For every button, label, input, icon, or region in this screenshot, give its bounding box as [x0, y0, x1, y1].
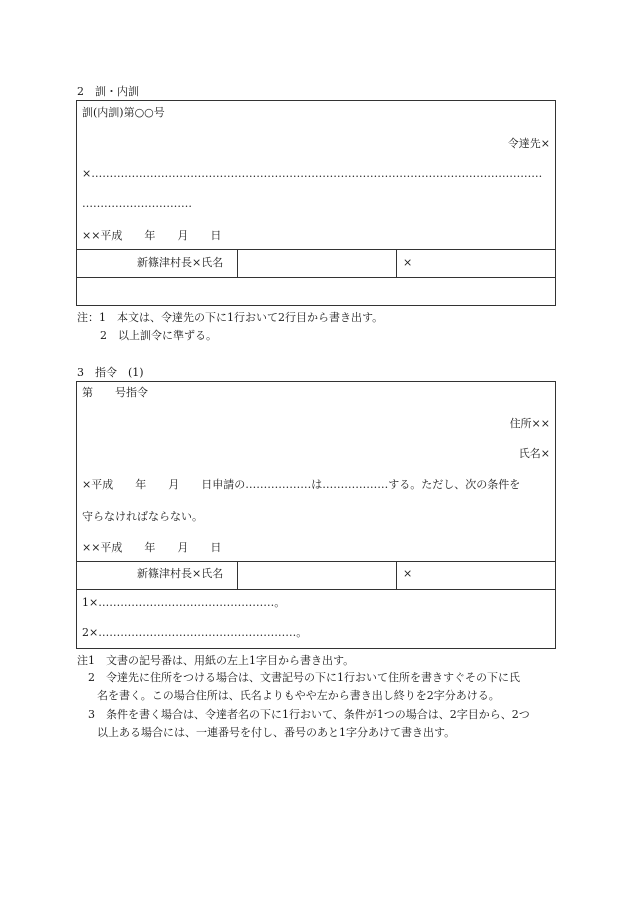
section-3-doc-number: 第 号指令: [82, 386, 148, 399]
section-2-signer-row-top: [76, 249, 556, 250]
section-3-heading: 3 指令 (1): [77, 366, 144, 379]
section-2-doc-number: 訓(内訓)第○○号: [82, 106, 165, 119]
section-3-signer: 新篠津村長×氏名: [137, 567, 224, 580]
section-3-seal-mark: ×: [403, 567, 413, 580]
section-3-signer-row-top: [76, 561, 556, 562]
section-2-note-2: 2 以上訓令に準ずる。: [100, 329, 217, 342]
section-2-heading: 2 訓・内訓: [77, 85, 139, 98]
section-3-signer-divider-1: [237, 561, 238, 589]
section-2-date: ××平成 年 月 日: [82, 229, 222, 242]
section-2-signer: 新篠津村長×氏名: [137, 256, 224, 269]
section-2-recipient: 令達先×: [507, 137, 550, 150]
section-2-seal-mark: ×: [403, 256, 413, 269]
section-3-body-line-1: ×平成 年 月 日申請の………………は………………する。ただし、次の条件を: [82, 478, 521, 491]
section-3-name: 氏名×: [518, 447, 550, 460]
section-2-body-line-1: ×……………………………………………………………………………………………………………: [82, 167, 543, 180]
section-3-signer-divider-2: [396, 561, 397, 589]
section-3-body-line-2: 守らなければならない。: [82, 510, 203, 523]
section-3-note-1: 注1 文書の記号番は、用紙の左上1字目から書き出す。: [77, 654, 355, 667]
section-3-note-2-cont: 名を書く。この場合住所は、氏名よりもやや左から書き出し終りを2字分あける。: [97, 689, 500, 702]
section-2-body-line-2: …………………………: [82, 197, 192, 210]
section-2-signer-divider-1: [237, 249, 238, 277]
section-2-note-1: 注：1 本文は、令達先の下に1行おいて2行目から書き出す。: [77, 311, 384, 324]
section-3-note-3-cont: 以上ある場合には、一連番号を付し、番号のあと1字分あけて書き出す。: [97, 726, 456, 739]
section-3-condition-1: 1×…………………………………………。: [82, 596, 286, 609]
section-2-signer-row-bottom: [76, 277, 556, 278]
section-3-signer-row-bottom: [76, 589, 556, 590]
section-3-date: ××平成 年 月 日: [82, 541, 222, 554]
section-3-note-3: 3 条件を書く場合は、令達者名の下に1行おいて、条件が1つの場合は、2字目から、2つ: [88, 708, 530, 721]
section-3-condition-2: 2×………………………………………………。: [82, 626, 308, 639]
section-3-address: 住所××: [509, 417, 550, 430]
section-2-signer-divider-2: [396, 249, 397, 277]
section-3-note-2: 2 令達先に住所をつける場合は、文書記号の下に1行おいて住所を書きすぐその下に氏: [88, 671, 520, 684]
